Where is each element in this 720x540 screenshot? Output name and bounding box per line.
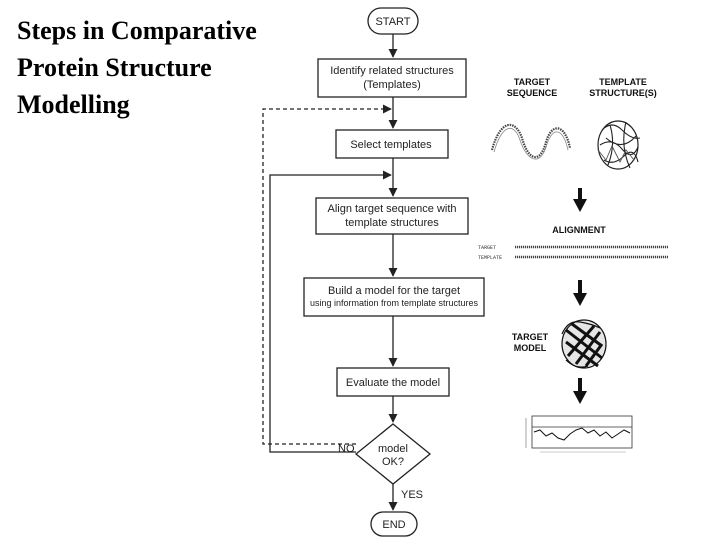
target-sequence-graphic <box>492 125 570 159</box>
title-line-3: Modelling <box>17 90 130 119</box>
evaluate-model-box <box>337 368 449 396</box>
select-label: Select templates <box>350 139 432 151</box>
build-model-box <box>304 278 484 316</box>
select-templates-box <box>336 130 448 158</box>
down-arrow-2 <box>573 280 587 306</box>
align-label-2: template structures <box>345 217 439 229</box>
decision-diamond <box>356 424 430 484</box>
build-label-1: Build a model for the target <box>327 285 461 297</box>
template-structures-label-2: STRUCTURE(S) <box>589 88 657 98</box>
end-label: END <box>382 519 406 531</box>
start-label: START <box>375 16 411 28</box>
build-label-2: using information from template structures <box>309 298 479 308</box>
template-structure-graphic <box>598 121 640 169</box>
template-structures-label-1: TEMPLATE <box>599 77 647 87</box>
target-model-graphic <box>562 320 606 368</box>
yes-label: YES <box>401 489 424 501</box>
decision-label-1: model <box>378 443 408 455</box>
evaluation-plot-graphic <box>526 416 632 452</box>
identify-templates-box <box>318 59 466 97</box>
target-model-label-2: MODEL <box>513 343 547 353</box>
title-line-2: Protein Structure <box>17 53 212 82</box>
alignment-template-label: TEMPLATE <box>478 255 503 261</box>
alignment-label: ALIGNMENT <box>552 225 606 235</box>
identify-label-1: Identify related structures <box>330 65 454 77</box>
identify-label-2: (Templates) <box>363 79 421 91</box>
alignment-rows <box>478 245 668 261</box>
down-arrow-3 <box>573 378 587 404</box>
target-model-label-1: TARGET <box>511 332 549 342</box>
evaluate-label: Evaluate the model <box>345 377 441 389</box>
target-sequence-label-2: SEQUENCE <box>506 88 558 98</box>
title-line-1: Steps in Comparative <box>17 16 257 45</box>
decision-label-2: OK? <box>381 456 405 468</box>
down-arrow-1 <box>573 188 587 212</box>
target-sequence-label-1: TARGET <box>513 77 551 87</box>
no-label: NO <box>338 443 355 455</box>
alignment-target-label: TARGET <box>478 245 497 251</box>
align-sequence-box <box>316 198 468 234</box>
start-node <box>368 8 418 34</box>
end-node <box>371 512 417 536</box>
align-label-1: Align target sequence with <box>327 203 457 215</box>
